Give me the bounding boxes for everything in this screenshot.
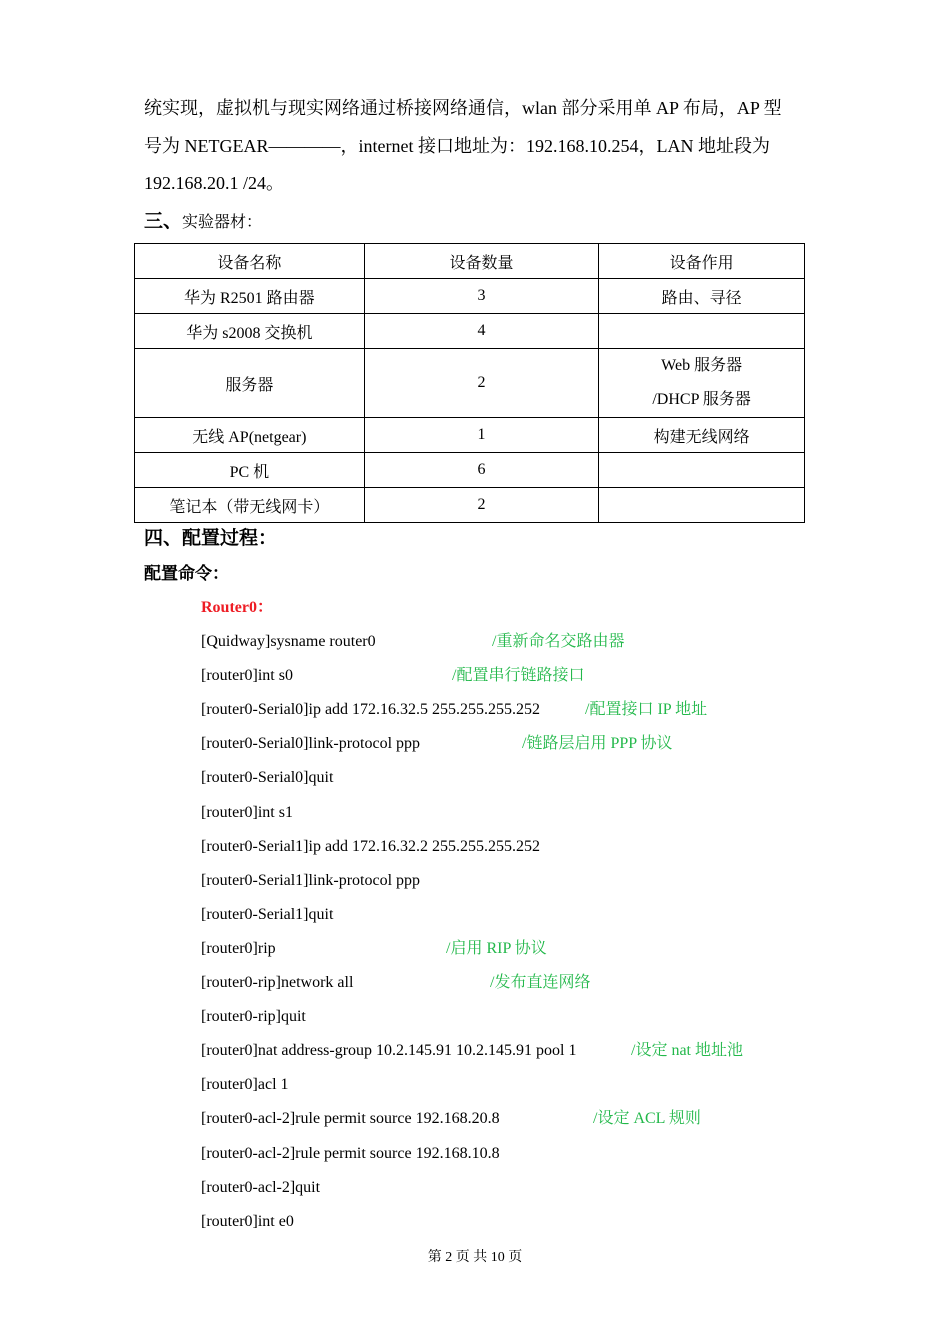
command-text: [router0-rip]quit bbox=[201, 1008, 306, 1026]
table-row bbox=[135, 488, 805, 523]
command-text: [router0-rip]network all bbox=[201, 974, 354, 992]
table-header: 设备作用 bbox=[599, 244, 805, 279]
command-line bbox=[201, 1171, 577, 1205]
device-role-cell bbox=[599, 349, 805, 418]
intro-paragraph bbox=[144, 90, 810, 203]
table-row bbox=[135, 418, 805, 453]
table-row bbox=[135, 314, 805, 349]
device-qty-cell: 3 bbox=[364, 279, 599, 314]
command-text: [router0]int s0 bbox=[201, 667, 293, 685]
table-header-row bbox=[135, 244, 805, 279]
command-text: [router0-Serial1]quit bbox=[201, 905, 334, 923]
command-text: [router0-acl-2]rule permit source 192.168.20.8 bbox=[201, 1110, 500, 1128]
device-qty-cell: 6 bbox=[364, 453, 599, 488]
command-comment: /链路层启用 PPP 协议 bbox=[522, 735, 673, 753]
device-role-cell bbox=[599, 314, 805, 349]
command-line bbox=[201, 796, 577, 830]
device-role-line: Web 服务器 bbox=[661, 357, 743, 374]
section-4-heading: 四、配置过程： bbox=[144, 527, 278, 549]
device-name-cell: 华为 s2008 交换机 bbox=[135, 314, 365, 349]
device-name-cell: 华为 R2501 路由器 bbox=[135, 279, 365, 314]
command-line bbox=[201, 898, 577, 932]
command-line bbox=[201, 830, 577, 864]
command-line bbox=[201, 761, 577, 795]
command-text: [router0-acl-2]rule permit source 192.168.10.8 bbox=[201, 1144, 500, 1162]
command-text: [router0-Serial0]quit bbox=[201, 769, 334, 787]
command-comment: /发布直连网络 bbox=[490, 974, 591, 992]
command-comment: /重新命名交路由器 bbox=[492, 633, 625, 651]
table-header: 设备数量 bbox=[364, 244, 599, 279]
command-line bbox=[201, 1000, 577, 1034]
device-name-cell: 笔记本（带无线网卡） bbox=[135, 488, 365, 523]
equipment-table bbox=[134, 243, 805, 523]
config-commands-heading: 配置命令： bbox=[144, 564, 229, 584]
section-3-heading bbox=[144, 206, 262, 238]
intro-line: 统实现，虚拟机与现实网络通过桥接网络通信，wlan 部分采用单 AP 布局，AP 型 bbox=[144, 98, 782, 118]
command-line bbox=[201, 1068, 577, 1102]
command-line bbox=[201, 1102, 701, 1136]
intro-line: 192.168.20.1 /24。 bbox=[144, 173, 285, 193]
device-qty-cell: 4 bbox=[364, 314, 599, 349]
command-line bbox=[201, 659, 585, 693]
command-text: [router0-acl-2]quit bbox=[201, 1178, 321, 1196]
command-text: [router0]int s1 bbox=[201, 803, 293, 821]
table-row bbox=[135, 279, 805, 314]
device-role-line: /DHCP 服务器 bbox=[652, 391, 751, 408]
command-text: [router0-Serial1]link-protocol ppp bbox=[201, 871, 421, 889]
table-row bbox=[135, 453, 805, 488]
command-comment: /设定 ACL 规则 bbox=[593, 1110, 701, 1128]
device-name-cell: 无线 AP(netgear) bbox=[135, 418, 365, 453]
command-line bbox=[201, 966, 591, 1000]
command-text: [router0]int e0 bbox=[201, 1212, 294, 1230]
device-role-cell bbox=[599, 488, 805, 523]
command-comment: /配置接口 IP 地址 bbox=[585, 701, 708, 719]
section-3-title: 实验器材： bbox=[182, 214, 263, 231]
device-qty-cell: 2 bbox=[364, 488, 599, 523]
command-text: [router0]acl 1 bbox=[201, 1076, 289, 1094]
command-line bbox=[201, 1034, 743, 1068]
command-comment: /启用 RIP 协议 bbox=[446, 939, 547, 957]
table-row bbox=[135, 349, 805, 418]
table-header: 设备名称 bbox=[135, 244, 365, 279]
command-listing bbox=[201, 591, 743, 1239]
command-comment: /配置串行链路接口 bbox=[452, 667, 585, 685]
device-name-cell: 服务器 bbox=[135, 349, 365, 418]
command-line bbox=[201, 693, 708, 727]
command-line bbox=[201, 864, 577, 898]
page-footer: 第 2 页 共 10 页 bbox=[427, 1250, 523, 1265]
command-text: [router0-Serial1]ip add 172.16.32.2 255.255.255.252 bbox=[201, 837, 541, 855]
device-name-cell: PC 机 bbox=[135, 453, 365, 488]
device-qty-cell: 1 bbox=[364, 418, 599, 453]
command-text: [router0-Serial0]link-protocol ppp bbox=[201, 735, 421, 753]
command-line bbox=[201, 625, 625, 659]
command-text: [router0]nat address-group 10.2.145.91 10.2.145.91 pool 1 bbox=[201, 1042, 577, 1060]
command-line bbox=[201, 932, 577, 966]
command-text: [Quidway]sysname router0 bbox=[201, 633, 376, 651]
command-text: [router0-Serial0]ip add 172.16.32.5 255.255.255.252 bbox=[201, 701, 541, 719]
intro-line: 号为 NETGEAR————，internet 接口地址为：192.168.10.254，LAN 地址段为 bbox=[144, 135, 770, 156]
section-3-number: 三、 bbox=[144, 210, 183, 232]
device-role-cell: 路由、寻径 bbox=[599, 279, 805, 314]
device-role-cell: 构建无线网络 bbox=[599, 418, 805, 453]
router-label: Router0： bbox=[201, 599, 273, 616]
command-line bbox=[201, 1137, 577, 1171]
command-comment: /设定 nat 地址池 bbox=[631, 1042, 743, 1060]
command-line bbox=[201, 1205, 577, 1239]
device-qty-cell: 2 bbox=[364, 349, 599, 418]
command-line bbox=[201, 727, 673, 761]
command-text: [router0]rip bbox=[201, 939, 276, 957]
device-role-cell bbox=[599, 453, 805, 488]
router-label-line bbox=[201, 591, 577, 625]
